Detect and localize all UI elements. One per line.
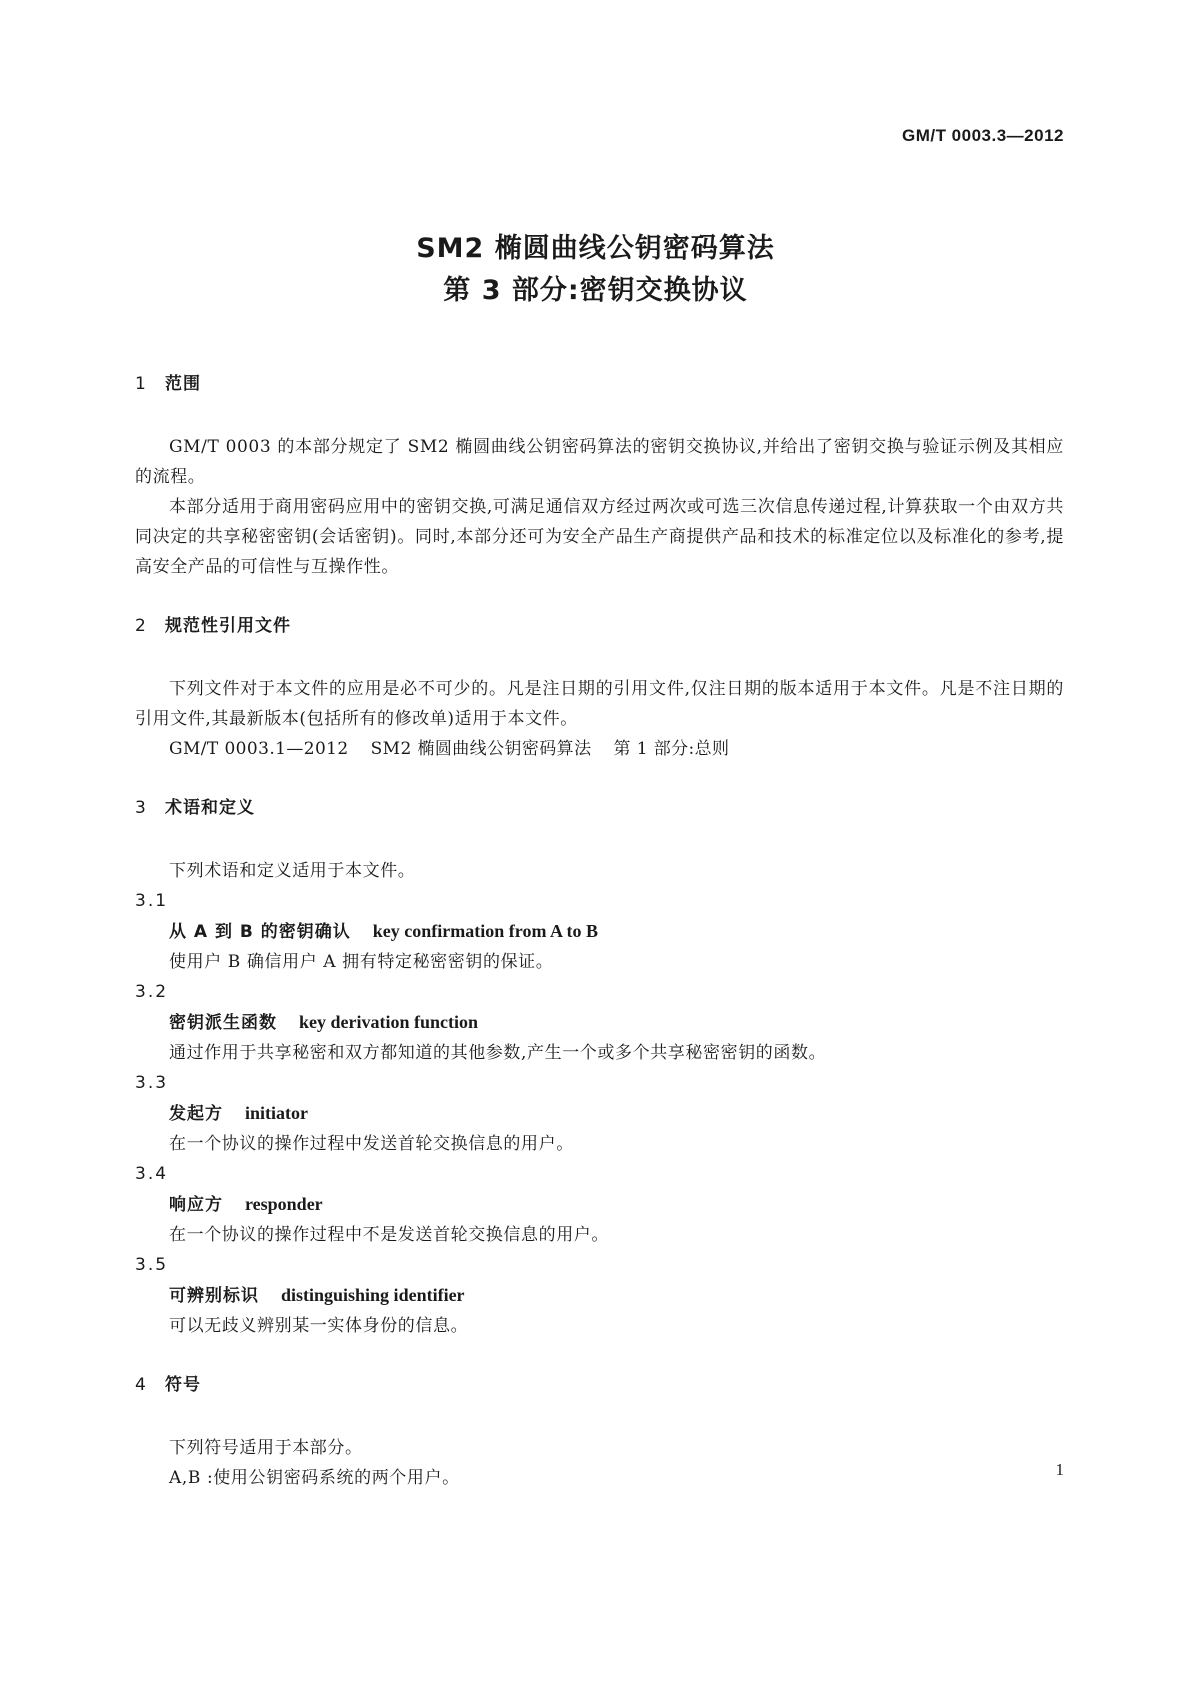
term-entry bbox=[135, 977, 1064, 1068]
term-number: 3.4 bbox=[135, 1164, 169, 1184]
term-entry bbox=[135, 1068, 1064, 1159]
term-name-en: key confirmation from A to B bbox=[372, 921, 598, 941]
term-name-zh: 发起方 bbox=[169, 1104, 223, 1124]
section-1-paragraph-2: 本部分适用于商用密码应用中的密钥交换,可满足通信双方经过两次或可选三次信息传递过程,计算获取一个由双方共同决定的共享秘密密钥(会话密钥)。同时,本部分还可为安全产品生产商提供产品和技术的标准定位以及标准化的参考,提高安全产品的可信性与互操作性。 bbox=[135, 497, 1064, 577]
term-definition: 可以无歧义辨别某一实体身份的信息。 bbox=[169, 1316, 469, 1336]
page-number: 1 bbox=[1055, 1460, 1064, 1479]
term-entry bbox=[135, 1159, 1064, 1250]
title-line-2: 第 3 部分:密钥交换协议 bbox=[443, 275, 748, 306]
title-line-1: SM2 椭圆曲线公钥密码算法 bbox=[416, 233, 775, 264]
term-name bbox=[135, 1007, 1064, 1038]
section-3-intro: 下列术语和定义适用于本文件。 bbox=[169, 861, 416, 881]
section-number: 3 bbox=[135, 798, 147, 818]
term-number: 3.2 bbox=[135, 982, 169, 1002]
reference-code: GM/T 0003.1—2012 bbox=[169, 739, 349, 759]
reference-name: SM2 椭圆曲线公钥密码算法 bbox=[370, 739, 592, 759]
term-name-en: key derivation function bbox=[299, 1012, 479, 1032]
section-title: 符号 bbox=[165, 1375, 201, 1395]
term-definition: 在一个协议的操作过程中发送首轮交换信息的用户。 bbox=[169, 1134, 574, 1154]
section-number: 2 bbox=[135, 616, 147, 636]
term-name bbox=[135, 1098, 1064, 1129]
term-name-zh: 从 A 到 B 的密钥确认 bbox=[169, 922, 351, 942]
section-title: 规范性引用文件 bbox=[165, 616, 291, 636]
section-title: 术语和定义 bbox=[165, 798, 255, 818]
section-2-paragraph: 下列文件对于本文件的应用是必不可少的。凡是注日期的引用文件,仅注日期的版本适用于本文件。凡是不注日期的引用文件,其最新版本(包括所有的修改单)适用于本文件。 bbox=[135, 679, 1064, 729]
term-name-en: initiator bbox=[245, 1103, 308, 1123]
symbol-item: A,B :使用公钥密码系统的两个用户。 bbox=[169, 1468, 460, 1488]
section-1-paragraph-1: GM/T 0003 的本部分规定了 SM2 椭圆曲线公钥密码算法的密钥交换协议,并给出了密钥交换与验证示例及其相应的流程。 bbox=[135, 437, 1064, 487]
term-definition: 使用户 B 确信用户 A 拥有特定秘密密钥的保证。 bbox=[169, 952, 554, 972]
term-entry bbox=[135, 1250, 1064, 1341]
term-name-zh: 可辨别标识 bbox=[169, 1286, 259, 1306]
term-entry bbox=[135, 886, 1064, 977]
section-3-heading bbox=[135, 794, 1064, 822]
section-title: 范围 bbox=[165, 374, 201, 394]
section-1-heading bbox=[135, 370, 1064, 398]
term-name-zh: 响应方 bbox=[169, 1195, 223, 1215]
section-4-heading bbox=[135, 1371, 1064, 1399]
term-number: 3.1 bbox=[135, 891, 169, 911]
reference-part: 第 1 部分:总则 bbox=[613, 739, 730, 759]
term-name bbox=[135, 1280, 1064, 1311]
term-name bbox=[135, 916, 1064, 947]
section-2-heading bbox=[135, 612, 1064, 640]
term-name bbox=[135, 1189, 1064, 1220]
term-definition: 通过作用于共享秘密和双方都知道的其他参数,产生一个或多个共享秘密密钥的函数。 bbox=[169, 1043, 827, 1063]
section-4-intro: 下列符号适用于本部分。 bbox=[169, 1438, 363, 1458]
term-name-en: responder bbox=[245, 1194, 323, 1214]
term-number: 3.5 bbox=[135, 1255, 169, 1275]
document-body bbox=[135, 370, 1064, 1493]
section-number: 4 bbox=[135, 1375, 147, 1395]
document-title bbox=[0, 228, 1191, 312]
term-name-zh: 密钥派生函数 bbox=[169, 1013, 277, 1033]
term-number: 3.3 bbox=[135, 1073, 169, 1093]
normative-reference bbox=[135, 734, 1064, 764]
term-definition: 在一个协议的操作过程中不是发送首轮交换信息的用户。 bbox=[169, 1225, 609, 1245]
term-name-en: distinguishing identifier bbox=[281, 1285, 465, 1305]
standard-code: GM/T 0003.3—2012 bbox=[901, 126, 1064, 145]
section-number: 1 bbox=[135, 374, 147, 394]
